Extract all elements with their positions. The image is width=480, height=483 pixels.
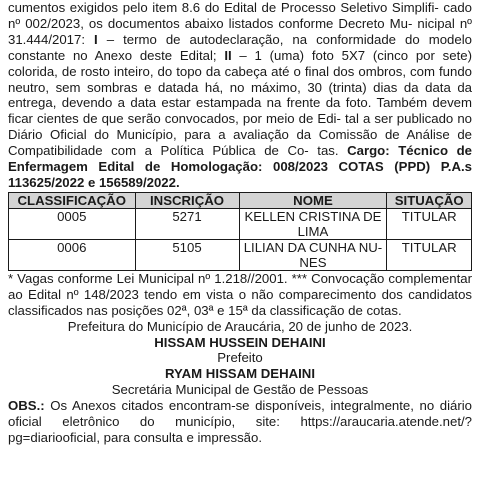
document-page <box>8 0 472 446</box>
intro-line: nicipal nº 31.444/2017: <box>8 15 472 47</box>
table-row <box>9 239 472 270</box>
header-nome: NOME <box>239 192 387 208</box>
header-classificacao: CLASSIFICAÇÃO <box>9 192 136 208</box>
notes-paragraph: * Vagas conforme Lei Municipal nº 1.218//2001. *** Convocação complementar ao Edital nº 148/2023 tendo em vista o não comparecimento dos candidatos classificados nas posições 02ª, 03ª e 15ª da classificação de cotas. <box>8 270 472 318</box>
intro-line: sete) colorida, de rosto inteiro, do topo da cabeça até o final dos ombros, <box>8 47 472 79</box>
header-situacao: SITUAÇÃO <box>387 192 472 208</box>
intro-line: – termo de autodeclaração, na conformidade do <box>97 31 420 47</box>
cell-classificacao: 0005 <box>9 208 136 239</box>
intro-line: Comissão de Análise de Compatibilidade com a Política Pública de Co- <box>8 127 472 159</box>
intro-line: com fundo neutro, sem sombras e datada há, no máximo, 30 (trinta) dias <box>8 63 472 95</box>
intro-line: – 1 (uma) foto 5X7 (cinco por <box>231 47 435 63</box>
signatory-role-1: Prefeito <box>217 350 263 366</box>
signatory-role-2: Secretária Municipal de Gestão de Pessoas <box>111 382 369 398</box>
cell-classificacao: 0006 <box>9 239 136 270</box>
intro-line: tal a ser publicado no Diário Oficial do Município, para a avaliação da <box>8 111 473 143</box>
cell-situacao: TITULAR <box>387 208 472 239</box>
header-inscricao: INSCRIÇÃO <box>135 192 239 208</box>
cell-nome: LILIAN DA CUNHA NU- NES <box>239 239 387 270</box>
cell-nome: KELLEN CRISTINA DE LIMA <box>239 208 387 239</box>
edital-reference: 008/2023 COTAS (PPD) P.A.s 113625/2022 e 156589/2022. <box>8 159 472 190</box>
cell-situacao: TITULAR <box>387 239 472 270</box>
obs-paragraph <box>8 398 472 446</box>
intro-line: tas. <box>317 143 348 159</box>
intro-paragraph <box>8 0 472 191</box>
item-i-marker: I <box>94 31 98 47</box>
obs-label: OBS.: <box>8 398 45 414</box>
intro-line: modelo constante no Anexo deste Edital; <box>8 31 472 63</box>
intro-line: cado nº 002/2023, os documentos abaixo listados conforme Decreto Mu- <box>8 0 473 31</box>
item-ii-marker: II <box>224 47 232 63</box>
obs-text: Os Anexos citados encontram-se disponíveis, integralmente, no diário oficial eletrônico do município, site: https://araucaria.atende.net/?pg=diariooficial, para consulta e impressão. <box>8 398 472 445</box>
signatory-name-1: HISSAM HUSSEIN DEHAINI <box>154 334 326 350</box>
intro-line: cumentos exigidos pelo item 8.6 do Edital de Processo Seletivo Simplifi- <box>8 0 439 15</box>
table-row <box>9 208 472 239</box>
signatory-name-2: RYAM HISSAM DEHAINI <box>165 366 315 382</box>
classification-table <box>8 192 472 271</box>
cargo-heading: Cargo: Técnico de Enfermagem Edital de Homologação: <box>8 143 472 175</box>
table-header-row <box>9 192 472 208</box>
cell-inscricao: 5105 <box>135 239 239 270</box>
intro-line: Também devem ficar cientes de que serão convocados, por meio de Edi- <box>8 95 472 127</box>
place-date: Prefeitura do Município de Araucária, 20 de junho de 2023. <box>67 318 413 334</box>
intro-line: da data da entrega, devendo a data estar estampada na frente da foto. <box>8 79 472 111</box>
cell-inscricao: 5271 <box>135 208 239 239</box>
